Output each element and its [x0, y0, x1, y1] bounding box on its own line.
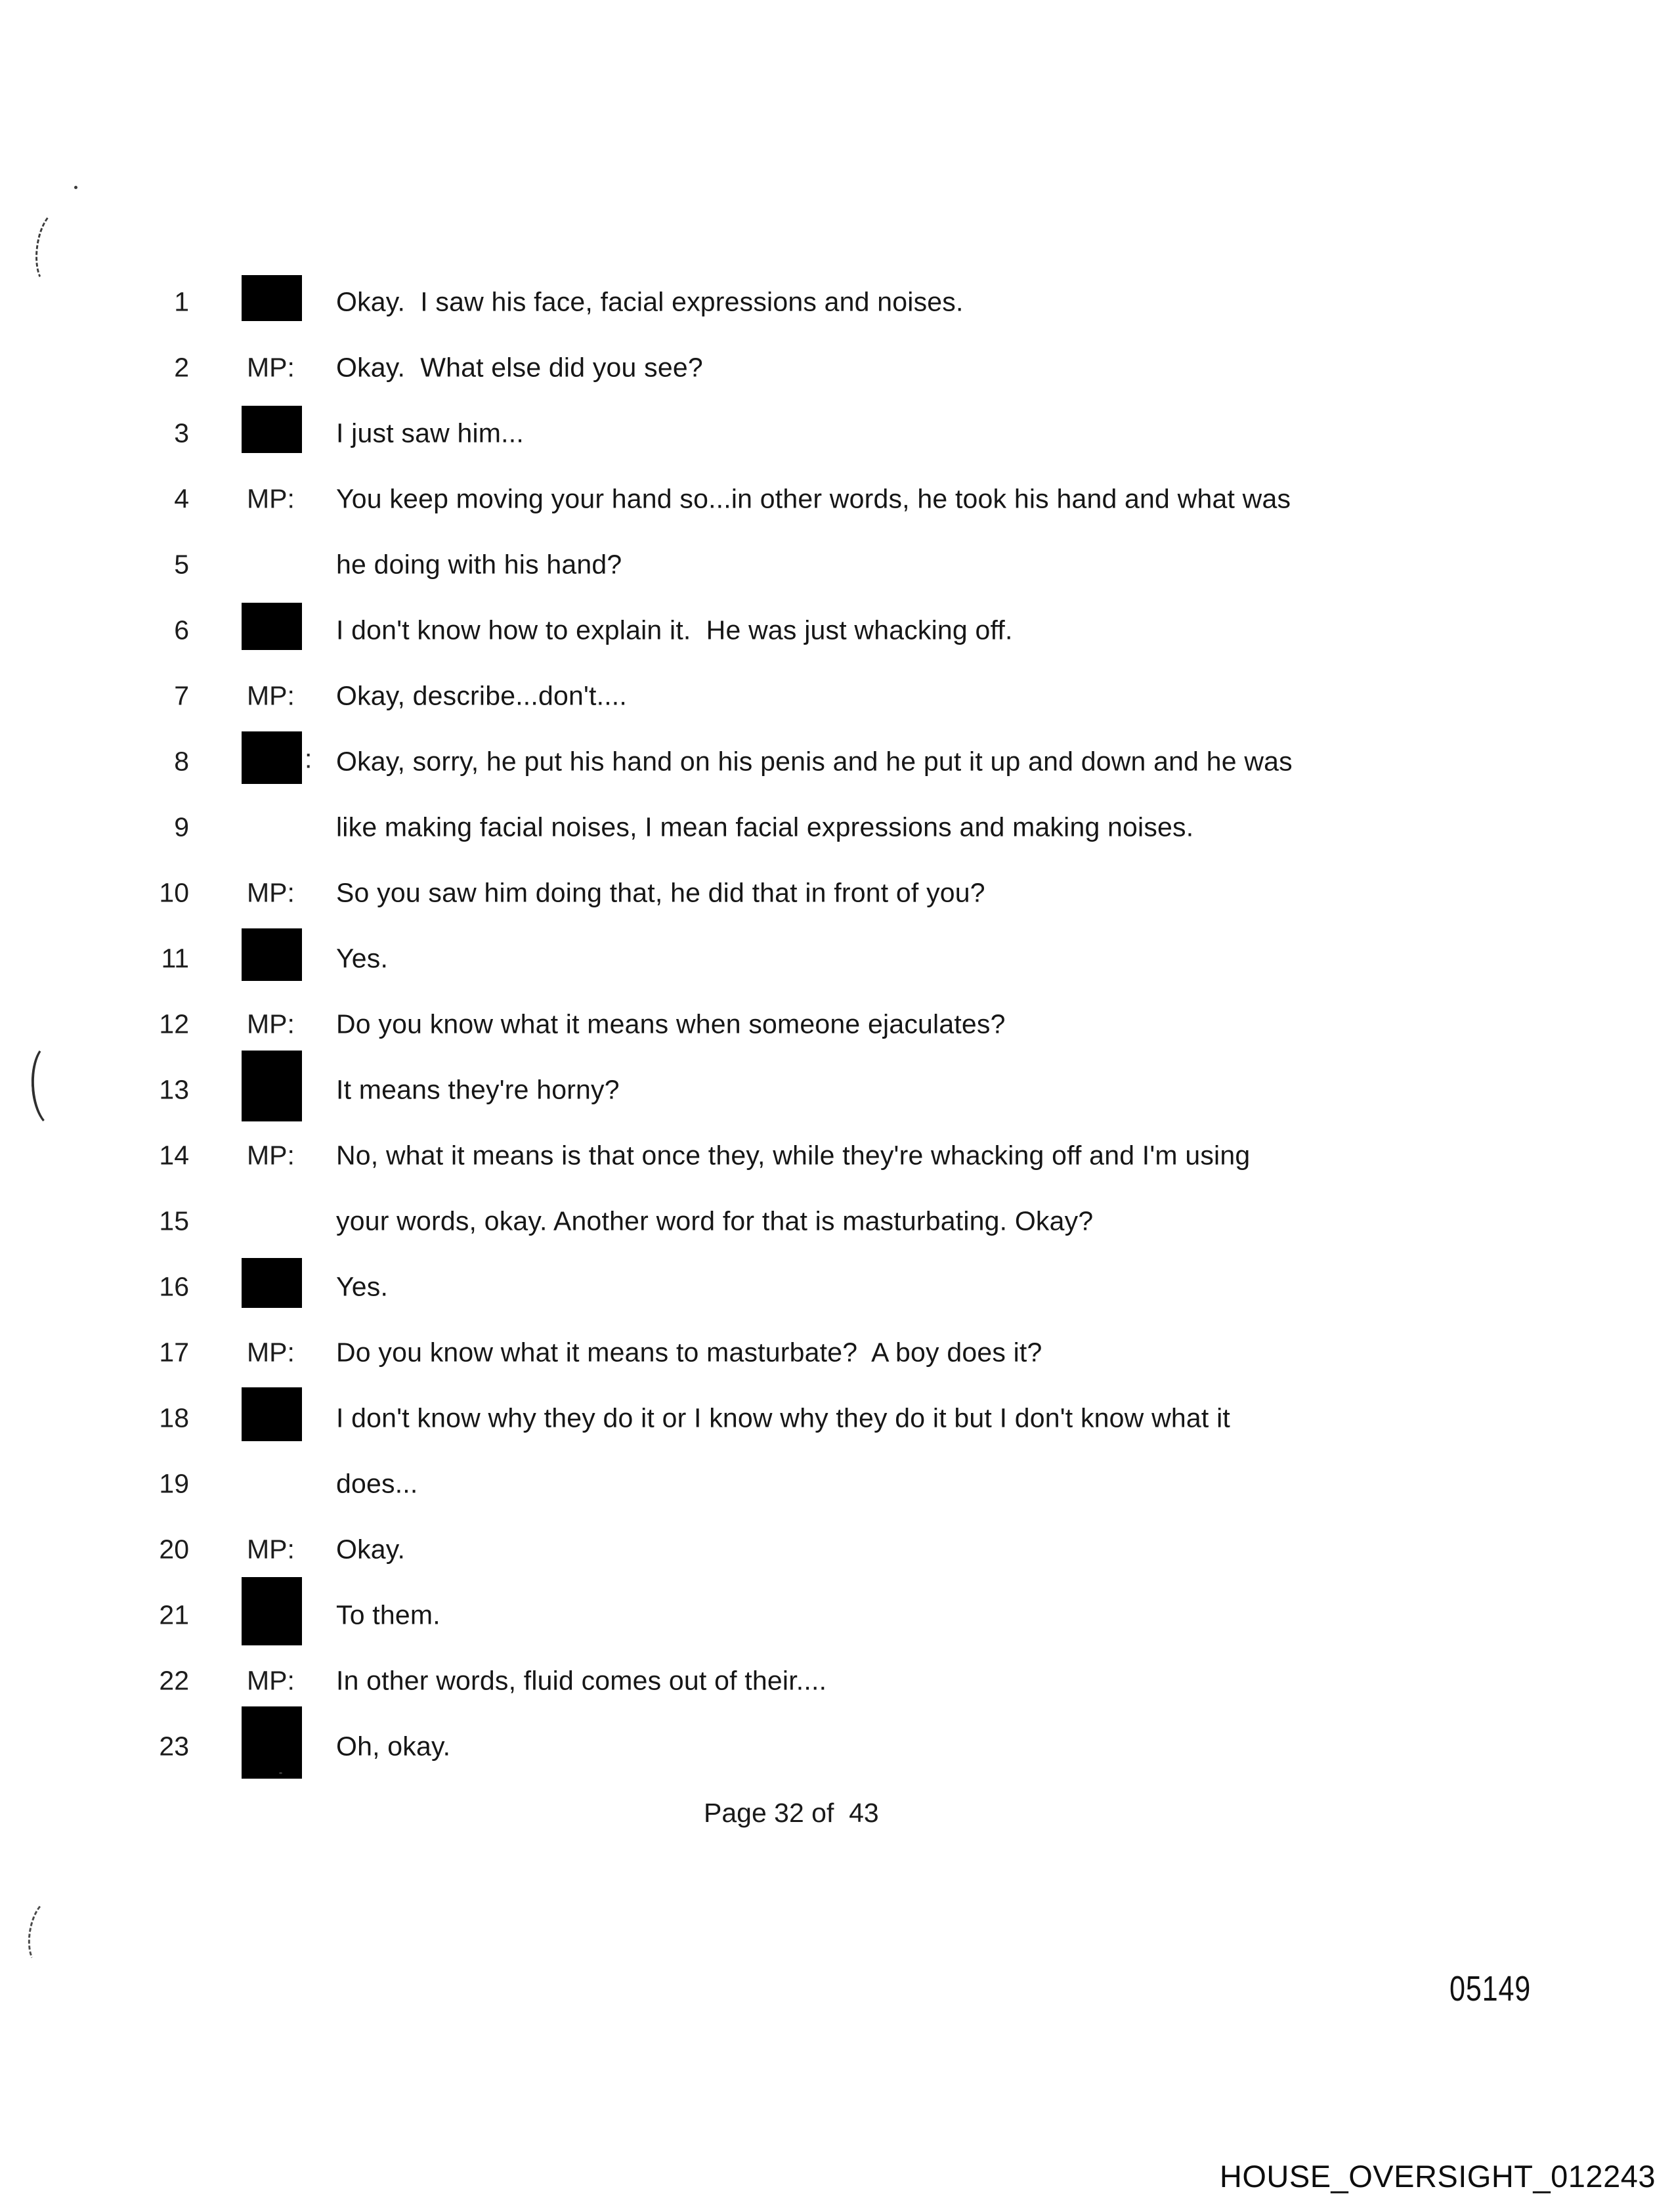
speaker-label-mp: MP:: [247, 1337, 295, 1368]
transcript-line: [0, 1320, 1674, 1385]
line-text: Okay. I saw his face, facial expressions and noises.: [336, 286, 964, 317]
redaction-box: [242, 731, 302, 784]
speaker-column: [242, 1517, 340, 1582]
line-number: 13: [159, 1074, 189, 1105]
line-number: 4: [174, 483, 189, 514]
line-number: 20: [159, 1534, 189, 1565]
speaker-column: [242, 794, 340, 860]
transcript-line: [0, 1517, 1674, 1582]
redaction-box: [242, 1387, 302, 1441]
line-number: 18: [159, 1402, 189, 1433]
line-number: 12: [159, 1008, 189, 1039]
transcript-line: [0, 1714, 1674, 1779]
speaker-label-mp: MP:: [247, 1665, 295, 1696]
line-text: To them.: [336, 1599, 440, 1630]
line-text: I don't know why they do it or I know why they do it but I don't know what it: [336, 1402, 1230, 1433]
redaction-colon: :: [305, 743, 312, 774]
redaction-box: [242, 1051, 302, 1121]
line-number: 3: [174, 418, 189, 448]
transcript-line: [0, 1188, 1674, 1254]
speaker-column: [242, 1648, 340, 1714]
line-text: Okay. What else did you see?: [336, 352, 703, 383]
transcript-line: [0, 1057, 1674, 1123]
speaker-label-mp: MP:: [247, 1008, 295, 1039]
line-text: Do you know what it means when someone ejaculates?: [336, 1008, 1006, 1039]
speaker-label-mp: MP:: [247, 352, 295, 383]
transcript-line: [0, 794, 1674, 860]
line-number: 8: [174, 746, 189, 777]
redaction-box: [242, 1706, 302, 1779]
speaker-label-mp: MP:: [247, 1140, 295, 1171]
redaction-box: [242, 406, 302, 453]
speaker-column: [242, 269, 340, 335]
speaker-label-mp: MP:: [247, 877, 295, 908]
line-text: Okay.: [336, 1534, 406, 1565]
line-number: 21: [159, 1599, 189, 1630]
speaker-column: [242, 1057, 340, 1123]
scan-artifact-dot-footer: [279, 1772, 282, 1774]
redaction-box: [242, 1577, 302, 1645]
line-number: 14: [159, 1140, 189, 1171]
speaker-column: [242, 401, 340, 466]
speaker-column: [242, 860, 340, 926]
speaker-column: [242, 466, 340, 532]
line-number: 23: [159, 1731, 189, 1762]
speaker-column: [242, 663, 340, 729]
line-number: 5: [174, 549, 189, 580]
transcript-line: [0, 729, 1674, 794]
transcript-line: [0, 335, 1674, 401]
line-number: 17: [159, 1337, 189, 1368]
line-number: 10: [159, 877, 189, 908]
redaction-box: [242, 603, 302, 650]
speaker-column: [242, 1714, 340, 1779]
line-text: I don't know how to explain it. He was just whacking off.: [336, 615, 1013, 645]
line-text: Oh, okay.: [336, 1731, 451, 1762]
transcript-line: [0, 1254, 1674, 1320]
speaker-column: [242, 991, 340, 1057]
line-number: 2: [174, 352, 189, 383]
speaker-column: [242, 1385, 340, 1451]
transcript-line: [0, 597, 1674, 663]
redaction-box: [242, 1258, 302, 1308]
line-text: Okay, sorry, he put his hand on his penis and he put it up and down and he was: [336, 746, 1293, 777]
transcript-line: [0, 860, 1674, 926]
line-text: he doing with his hand?: [336, 549, 622, 580]
line-number: 15: [159, 1205, 189, 1236]
stamp-number: 05149: [1449, 1969, 1532, 2008]
scan-artifact-dot-top: [74, 186, 77, 189]
line-text: does...: [336, 1468, 418, 1499]
transcript-line: [0, 663, 1674, 729]
transcript-line: [0, 1123, 1674, 1188]
line-number: 1: [174, 286, 189, 317]
line-number: 22: [159, 1665, 189, 1696]
speaker-column: [242, 335, 340, 401]
line-text: Yes.: [336, 1271, 389, 1302]
line-number: 9: [174, 812, 189, 842]
transcript-line: [0, 532, 1674, 597]
line-text: So you saw him doing that, he did that in front of you?: [336, 877, 985, 908]
line-text: Do you know what it means to masturbate? A boy does it?: [336, 1337, 1042, 1368]
transcript-line: [0, 1385, 1674, 1451]
redaction-box: [242, 928, 302, 981]
speaker-column: [242, 532, 340, 597]
line-number: 19: [159, 1468, 189, 1499]
speaker-label-mp: MP:: [247, 680, 295, 711]
transcript-line: [0, 1582, 1674, 1648]
transcript-line: [0, 269, 1674, 335]
transcript-line: [0, 1451, 1674, 1517]
line-text: No, what it means is that once they, while they're whacking off and I'm using: [336, 1140, 1251, 1171]
redaction-box: [242, 275, 302, 321]
line-number: 11: [161, 943, 189, 974]
scan-artifact-arc-bottom: [23, 1896, 68, 1969]
speaker-column: [242, 597, 340, 663]
transcript-line: [0, 401, 1674, 466]
speaker-label-mp: MP:: [247, 483, 295, 514]
speaker-column: [242, 1451, 340, 1517]
transcript-line: [0, 926, 1674, 991]
line-text: like making facial noises, I mean facial expressions and making noises.: [336, 812, 1194, 842]
transcript-line: [0, 466, 1674, 532]
speaker-column: [242, 1188, 340, 1254]
line-text: It means they're horny?: [336, 1074, 620, 1105]
transcript-line: [0, 1648, 1674, 1714]
line-number: 7: [174, 680, 189, 711]
speaker-column: [242, 1123, 340, 1188]
speaker-column: [242, 1582, 340, 1648]
line-text: In other words, fluid comes out of their....: [336, 1665, 827, 1696]
speaker-column: [242, 1254, 340, 1320]
page-number-footer: Page 32 of 43: [704, 1798, 879, 1828]
line-number: 6: [174, 615, 189, 645]
line-text: I just saw him...: [336, 418, 524, 448]
line-text: Yes.: [336, 943, 389, 974]
line-number: 16: [159, 1271, 189, 1302]
speaker-label-mp: MP:: [247, 1534, 295, 1565]
speaker-column: [242, 1320, 340, 1385]
speaker-column: [242, 926, 340, 991]
line-text: You keep moving your hand so...in other words, he took his hand and what was: [336, 483, 1291, 514]
speaker-column: [242, 729, 340, 794]
line-text: Okay, describe...don't....: [336, 680, 627, 711]
transcript-line: [0, 991, 1674, 1057]
line-text: your words, okay. Another word for that is masturbating. Okay?: [336, 1205, 1094, 1236]
bates-number: HOUSE_OVERSIGHT_012243: [1219, 2159, 1656, 2194]
